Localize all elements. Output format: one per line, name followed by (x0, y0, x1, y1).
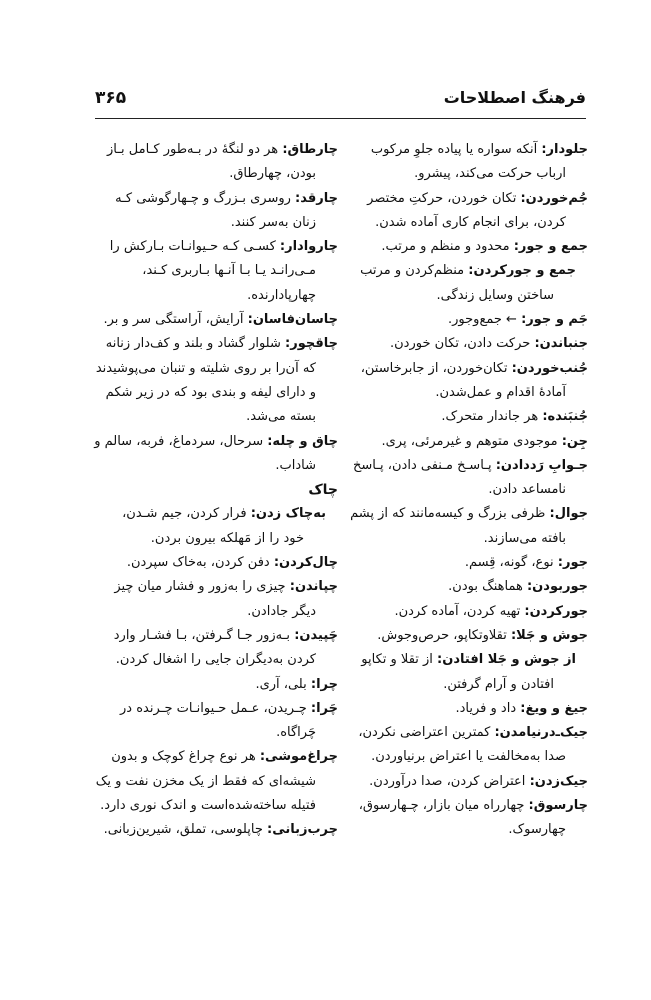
dictionary-entry (95, 745, 338, 818)
definition-text: حرکت دادن، تکان خوردن. (390, 336, 531, 352)
headword: جورکردن: (524, 603, 588, 619)
dictionary-entry (95, 575, 338, 624)
dictionary-entry (352, 648, 588, 697)
definition-text: شاداب. (275, 457, 316, 473)
headword: چرب‌زبانی: (267, 822, 338, 838)
headword: جِن: (561, 433, 588, 449)
definition-text: شلوار گشاد و بلند و کف‌دار زنانه (105, 336, 281, 352)
definition-text: پـاسـخ مـنفی دادن، پـاسخ (353, 457, 492, 473)
dictionary-entry (95, 818, 338, 842)
definition-text: آمادهٔ اقدام و عمل‌شدن. (435, 384, 566, 400)
dictionary-entry (95, 673, 338, 697)
definition-text: زنان به‌سر کنند. (230, 214, 316, 230)
headword: چارطاق: (282, 142, 338, 157)
page-number: ۳۶۵ (95, 88, 127, 108)
definition-text: محدود و منظم و مرتب. (381, 239, 510, 255)
headword: چاق و چله: (267, 433, 338, 449)
definition-text: چهارراه میان بازار، چـهارسوق، (358, 798, 525, 814)
headword: چال‌کردن: (273, 555, 338, 571)
definition-text: هر جاندار متحرک. (441, 409, 539, 425)
definition-text: چاپلوسی، تملق، شیرین‌زبانی. (103, 822, 263, 838)
headword: چَپیدن: (294, 627, 338, 643)
definition-text: فرار کردن، جیم شـدن، (122, 506, 247, 522)
definition-text: بودن، چهارطاق. (229, 166, 316, 182)
dictionary-entry (95, 551, 338, 575)
dictionary-entry (95, 502, 338, 551)
headword: جُم‌خوردن: (520, 190, 588, 206)
definition-text: اعتراض کردن، صدا درآوردن. (369, 773, 526, 789)
definition-text: خود را از مَهلکه بیرون بردن. (150, 530, 304, 546)
headword: چاقچور: (285, 336, 338, 352)
right-column (352, 138, 588, 843)
dictionary-entry (352, 308, 588, 332)
definition-text: هر نوع چراغ کوچک و بدون (111, 749, 256, 765)
headword: جَم و جور: (521, 312, 588, 328)
headword: جلودار: (541, 142, 588, 157)
dictionary-entry (352, 502, 588, 551)
definition-text: تهیه کردن، آماده کردن. (394, 603, 521, 619)
dictionary-entry (352, 770, 588, 794)
dictionary-entry (352, 405, 588, 429)
dictionary-entry (352, 357, 588, 406)
headword: جیک‌ـ‌درنیامدن: (494, 725, 588, 741)
definition-text: کردن، برای انجام کاری آماده شدن. (375, 214, 566, 230)
definition-text: نامساعد دادن. (488, 482, 566, 498)
definition-text: ظرفی بزرگ و کیسه‌مانند که از پشم (350, 506, 546, 522)
definition-text: هر دو لنگهٔ در بـه‌طور کـامل بـاز (107, 142, 279, 157)
definition-text: روسری بـزرگ و چـهارگوشی کـه (115, 190, 291, 206)
headword: چارسوق: (528, 798, 588, 814)
definition-text: چـریدن، عـمل حـیوانـات چـرنده در (120, 700, 307, 716)
headword: جوش و جَلا: (510, 627, 588, 643)
definition-text: تکان‌خوردن، از جابرخاستن، (360, 360, 508, 376)
headword: جیغ و ویغ: (520, 700, 588, 716)
definition-text: چهارسوک. (508, 822, 566, 838)
dictionary-entry (352, 624, 588, 648)
headword: جمع و جورکردن: (468, 263, 576, 279)
definition-text: سرحال، سردماغ، فربه، سالم و (94, 433, 264, 449)
definition-text: بلی، آری. (255, 676, 307, 692)
definition-text: تکان خوردن، حرکتِ مختصر (367, 190, 517, 206)
definition-text: منظم‌کردن و مرتب (360, 263, 465, 279)
running-title: فرهنگ اصطلاحات (443, 88, 586, 107)
headword: جُنبَنده: (542, 409, 588, 425)
definition-text: آرایش، آراستگی سر و بر. (103, 312, 244, 328)
definition-text: ارباب حرکت می‌کند، پیشرو. (414, 166, 566, 182)
dictionary-entry (352, 332, 588, 356)
definition-text: کسـی کـه حـیوانـات بـارکش را (109, 239, 276, 255)
definition-text: چهارپادارنده. (247, 287, 316, 303)
definition-text: کمترین اعتراضی نکردن، (358, 725, 491, 741)
headword: چرا: (310, 676, 338, 692)
headword: چارقد: (295, 190, 338, 206)
definition-text: شیشه‌ای که فقط از یک مخزن نفت و یک (95, 773, 316, 789)
headword: جنباندن: (534, 336, 588, 352)
definition-text: افتادن و آرام گرفتن. (443, 676, 554, 692)
definition-text: تقلاوتکاپو، حرص‌وجوش. (377, 627, 507, 643)
definition-text: آنکه سواره یا پیاده جلوِ مرکوب (370, 142, 538, 157)
definition-text: موجودی متوهم و غیرمرئی، پری. (381, 433, 558, 449)
headword: چاسان‌فاسان: (247, 312, 338, 328)
definition-text: دیگر جادادن. (247, 603, 316, 619)
definition-text: داد و فریاد. (455, 700, 517, 716)
definition-text: نوع، گونه، قِسم. (464, 555, 554, 571)
definition-text: بافته می‌سازند. (483, 530, 566, 546)
definition-text: فتیله ساخته‌شده‌است و اندک نوری دارد. (100, 798, 316, 814)
dictionary-entry (352, 138, 588, 187)
definition-text: هماهنگ بودن. (448, 579, 523, 595)
dictionary-entry (95, 308, 338, 332)
dictionary-entry (95, 478, 338, 502)
left-column (95, 138, 338, 843)
definition-text: ساختن وسایل زندگی. (436, 287, 554, 303)
dictionary-entry (352, 794, 588, 843)
headword: از جوش و جَلا افتادن: (437, 652, 576, 668)
page-header (95, 88, 586, 114)
definition-text: دفن کردن، به‌خاک سپردن. (126, 555, 270, 571)
dictionary-entry (352, 235, 588, 259)
definition-text: کردن به‌دیگران جایی را اشغال کردن. (115, 652, 316, 668)
dictionary-entry (352, 430, 588, 454)
dictionary-entry (95, 332, 338, 429)
headword: چَرا: (310, 700, 338, 716)
section-heading: چاک (308, 482, 338, 499)
headword: جوال: (549, 506, 588, 522)
definition-text: و دارای لیفه و بندی بود که در زیر شکم (105, 384, 316, 400)
headword: جیک‌زدن: (529, 773, 588, 789)
definition-text: ← جمع‌وجور. (448, 312, 517, 328)
dictionary-entry (95, 235, 338, 308)
dictionary-entry (352, 259, 588, 308)
dictionary-entry (352, 697, 588, 721)
definition-text: مـی‌رانـد یـا بـا آنـها بـاربری کـند، (142, 263, 316, 279)
definition-text: بسته می‌شد. (246, 409, 316, 425)
definition-text: بـه‌زور جـا گـرفتن، بـا فشـار وارد (113, 627, 291, 643)
dictionary-entry (352, 721, 588, 770)
headword: چپاندن: (289, 579, 338, 595)
headword: جوربودن: (526, 579, 588, 595)
definition-text: چَراگاه. (276, 725, 316, 741)
headword: به‌چاک زدن: (250, 506, 326, 522)
dictionary-entry (95, 624, 338, 673)
headword: جُنب‌خوردن: (511, 360, 588, 376)
header-rule (95, 118, 586, 119)
dictionary-entry (352, 187, 588, 236)
headword: جـوابِ رَددادن: (495, 457, 588, 473)
dictionary-entry (95, 187, 338, 236)
definition-text: چیزی را به‌زور و فشار میان چیز (114, 579, 286, 595)
dictionary-entry (352, 600, 588, 624)
headword: جمع و جور: (513, 239, 588, 255)
dictionary-entry (352, 575, 588, 599)
dictionary-entry (95, 138, 338, 187)
definition-text: از تقلا و تکاپو (361, 652, 433, 668)
dictionary-entry (95, 697, 338, 746)
headword: جور: (557, 555, 588, 571)
definition-text: که آن‌را بر روی شلیته و تنبان می‌پوشیدند (95, 360, 316, 376)
headword: چراغ‌موشی: (259, 749, 338, 765)
headword: چاروادار: (279, 239, 338, 255)
dictionary-entry (352, 454, 588, 503)
definition-text: صدا به‌مخالفت یا اعتراض برنیاوردن. (371, 749, 566, 765)
dictionary-entry (352, 551, 588, 575)
dictionary-entry (95, 430, 338, 479)
